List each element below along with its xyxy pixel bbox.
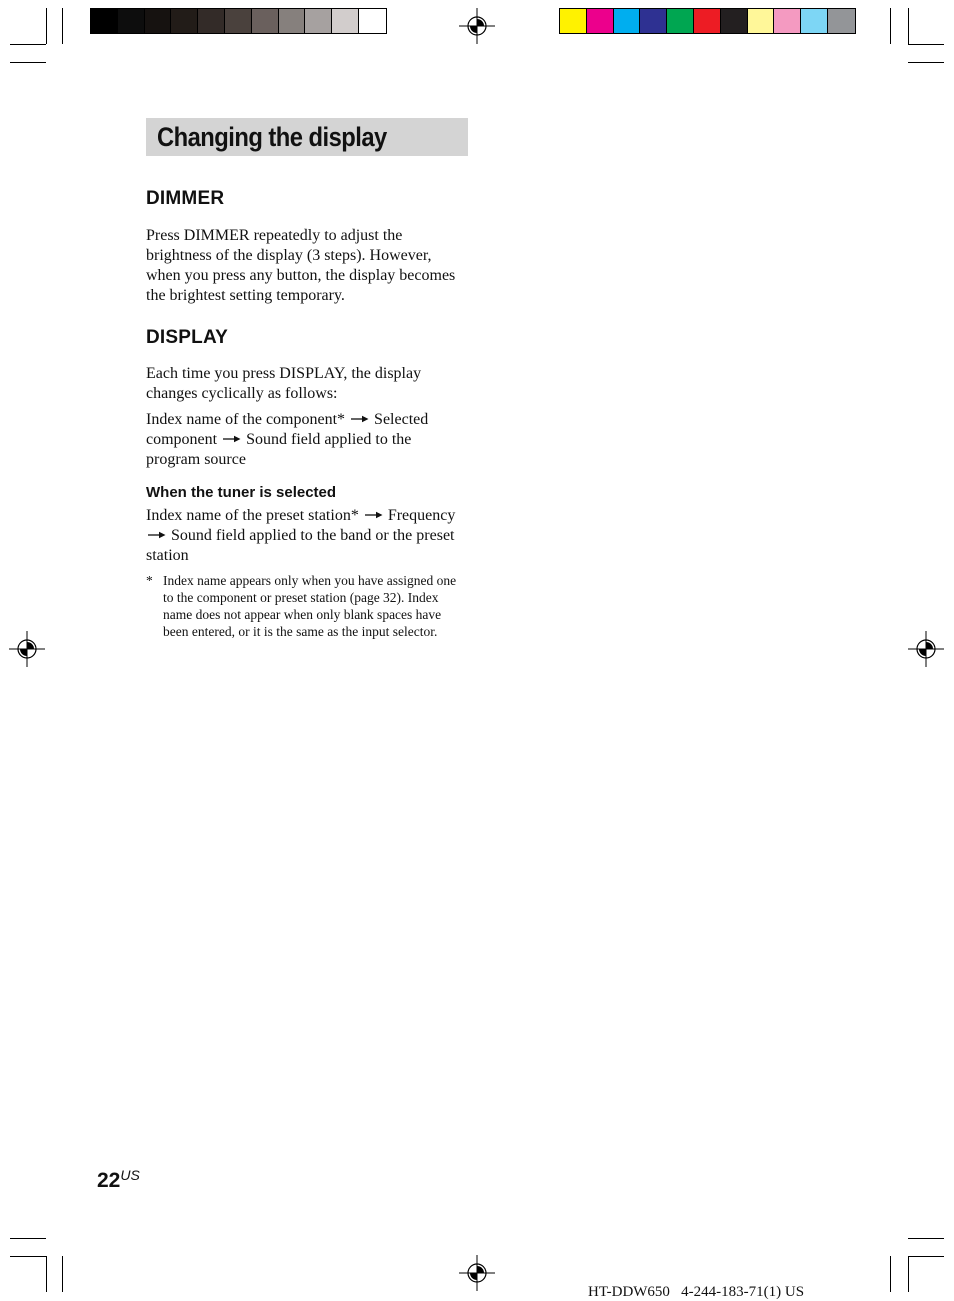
crop-mark (10, 44, 46, 45)
sequence-step: Selected component (146, 411, 429, 448)
arrow-right-icon (350, 415, 369, 423)
color-swatch (614, 9, 641, 33)
page-title: Changing the display (157, 121, 387, 152)
color-swatch (801, 9, 828, 33)
document-code: HT-DDW650 4-244-183-71(1) US (588, 1284, 805, 1300)
crop-mark (10, 1238, 46, 1239)
sequence-step: Sound field applied to the band or the preset station (146, 527, 455, 564)
color-swatch (91, 9, 118, 33)
grayscale-swatch-strip (90, 8, 387, 34)
color-swatch (225, 9, 252, 33)
page-content (146, 118, 468, 640)
crop-mark (908, 62, 944, 63)
dimmer-description: Press DIMMER repeatedly to adjust the brightness of the display (3 steps). However, when you press any button, the display becomes the brightest setting temporary. (146, 227, 456, 304)
color-swatch-strip (559, 8, 856, 34)
color-swatch (587, 9, 614, 33)
display-heading: DISPLAY (146, 327, 229, 348)
crop-mark (46, 8, 47, 44)
color-swatch (560, 9, 587, 33)
page-number-suffix: US (120, 1167, 140, 1183)
color-swatch (252, 9, 279, 33)
tuner-subheading: When the tuner is selected (146, 484, 337, 501)
sequence-step: Sound field applied to the program source (146, 431, 412, 468)
sequence-step: Index name of the preset station* (146, 507, 359, 524)
crop-mark (62, 1256, 63, 1292)
color-swatch (332, 9, 359, 33)
color-swatch (279, 9, 306, 33)
display-intro: Each time you press DISPLAY, the display changes cyclically as follows: (146, 365, 422, 402)
color-swatch (694, 9, 721, 33)
registration-mark-icon (459, 1255, 495, 1291)
color-swatch (748, 9, 775, 33)
arrow-right-icon (222, 435, 241, 443)
color-swatch (198, 9, 225, 33)
sequence-step: Index name of the component* (146, 411, 346, 428)
crop-mark (908, 1256, 909, 1292)
crop-mark (890, 8, 891, 44)
footnote-mark: * (146, 573, 153, 588)
color-swatch (640, 9, 667, 33)
color-swatch (118, 9, 145, 33)
sequence-step: Frequency (387, 507, 456, 524)
arrow-right-icon (364, 511, 383, 519)
color-swatch (145, 9, 172, 33)
crop-mark (62, 8, 63, 44)
color-swatch (667, 9, 694, 33)
footnote-text: Index name appears only when you have assigned one to the component or preset station (page 32). Index name does not appear when only blank spaces have been entered, or it is the same as the input selector. (163, 573, 457, 639)
dimmer-heading: DIMMER (146, 188, 225, 209)
crop-mark (46, 1256, 47, 1292)
display-sequence (146, 410, 456, 470)
crop-mark (908, 1256, 944, 1257)
arrow-right-icon (147, 531, 166, 539)
page-number (97, 1167, 140, 1193)
color-swatch (828, 9, 855, 33)
registration-mark-icon (908, 631, 944, 667)
crop-mark (908, 8, 909, 44)
color-swatch (359, 9, 386, 33)
color-swatch (305, 9, 332, 33)
color-swatch (171, 9, 198, 33)
registration-mark-icon (459, 8, 495, 44)
footnote (146, 572, 464, 640)
crop-mark (890, 1256, 891, 1292)
tuner-sequence (146, 506, 456, 566)
crop-mark (10, 1256, 46, 1257)
registration-mark-icon (9, 631, 45, 667)
color-swatch (774, 9, 801, 33)
color-swatch (721, 9, 748, 33)
crop-mark (908, 1238, 944, 1239)
crop-mark (908, 44, 944, 45)
page-number-value: 22 (97, 1169, 121, 1192)
title-bar (146, 118, 468, 156)
crop-mark (10, 62, 46, 63)
